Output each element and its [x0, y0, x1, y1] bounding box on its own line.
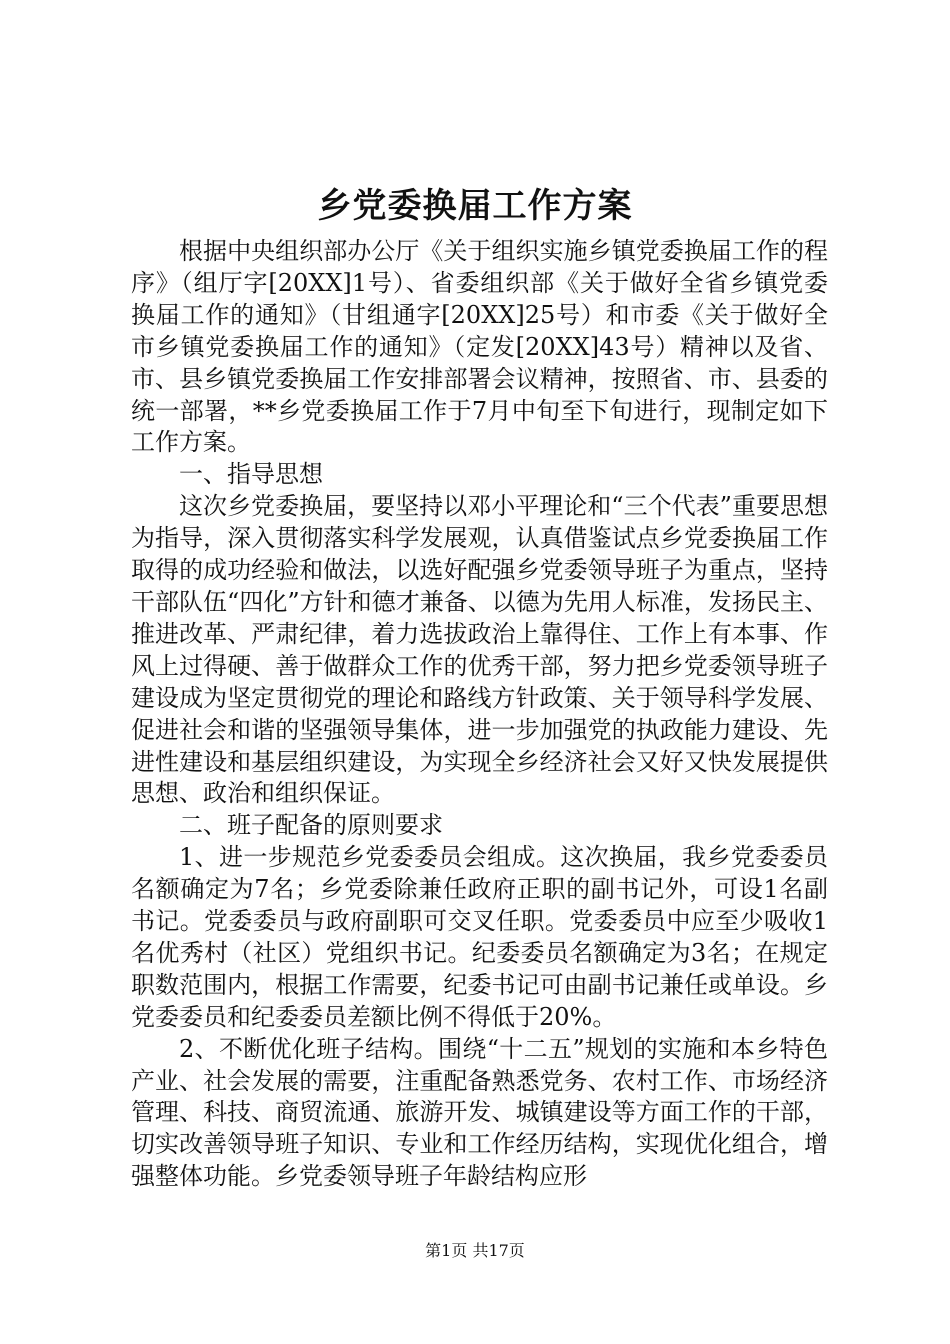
guiding-ideology-paragraph: 这次乡党委换届，要坚持以邓小平理论和“三个代表”重要思想为指导，深入贯彻落实科学发展观，认真借鉴试点乡党委换届工作取得的成功经验和做法，以选好配强乡党委领导班子为重点，坚持干部队伍“四化”方针和德才兼备、以德为先用人标准，发扬民主、推进改革、严肃纪律，着力选拔政治上靠得住、工作上有本事、作风上过得硬、善于做群众工作的优秀干部，努力把乡党委领导班子建设成为坚定贯彻党的理论和路线方针政策、关于领导科学发展、促进社会和谐的坚强领导集体，进一步加强党的执政能力建设、先进性建设和基层组织建设，为实现全乡经济社会又好又快发展提供思想、政治和组织保证。 [131, 492, 828, 808]
document-title: 乡党委换届工作方案 [317, 186, 633, 226]
principle-item-2: 2、不断优化班子结构。围绕“十二五”规划的实施和本乡特色产业、社会发展的需要，注重配备熟悉党务、农村工作、市场经济管理、科技、商贸流通、旅游开发、城镇建设等方面工作的干部，切实改善领导班子知识、专业和工作经历结构，实现优化组合，增强整体功能。乡党委领导班子年龄结构应形 [131, 1034, 828, 1191]
section-heading-principles: 二、班子配备的原则要求 [179, 811, 443, 840]
section-heading-guiding-ideology: 一、指导思想 [179, 460, 323, 489]
document-body [131, 236, 828, 1193]
page-number-footer: 第1页 共17页 [425, 1241, 525, 1260]
intro-paragraph: 根据中央组织部办公厅《关于组织实施乡镇党委换届工作的程序》（组厅字[20XX]1号）、省委组织部《关于做好全省乡镇党委换届工作的通知》（甘组通字[20XX]25号）和市委《关于做好全市乡镇党委换届工作的通知》（定发[20XX]43号）精神以及省、市、县乡镇党委换届工作安排部署会议精神，按照省、市、县委的统一部署，**乡党委换届工作于7月中旬至下旬进行，现制定如下工作方案。 [131, 237, 828, 457]
principle-item-1: 1、进一步规范乡党委委员会组成。这次换届，我乡党委委员名额确定为7名；乡党委除兼任政府正职的副书记外，可设1名副书记。党委委员与政府副职可交叉任职。党委委员中应至少吸收1名优秀村（社区）党组织书记。纪委委员名额确定为3名；在规定职数范围内，根据工作需要，纪委书记可由副书记兼任或单设。乡党委委员和纪委委员差额比例不得低于20%。 [131, 843, 828, 1031]
